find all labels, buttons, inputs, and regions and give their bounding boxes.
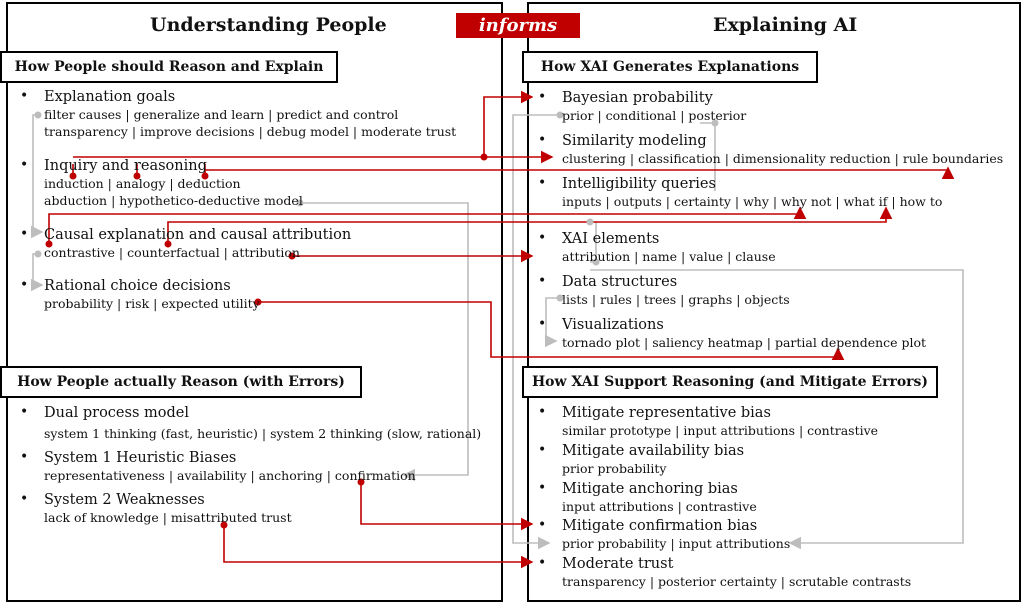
item-heading: Mitigate availability bias bbox=[562, 443, 745, 459]
bullet: • bbox=[538, 480, 547, 496]
bullet: • bbox=[538, 404, 547, 420]
item-sub: input attributions | contrastive bbox=[562, 499, 757, 514]
item-sub: transparency | improve decisions | debug model | moderate trust bbox=[44, 124, 457, 139]
item-heading: System 2 Weaknesses bbox=[44, 492, 205, 508]
bullet: • bbox=[20, 88, 29, 104]
right-panel-title: Explaining AI bbox=[713, 14, 858, 36]
bullet: • bbox=[538, 316, 547, 332]
list-item-mitigate-availability bbox=[562, 442, 744, 477]
bullet: • bbox=[20, 226, 29, 242]
list-item-moderate-trust bbox=[562, 555, 911, 590]
item-sub: induction | analogy | deduction bbox=[44, 176, 241, 191]
left-panel-title: Understanding People bbox=[150, 14, 387, 36]
item-heading: Intelligibility queries bbox=[562, 176, 716, 192]
bullet: • bbox=[20, 404, 29, 420]
item-sub: attribution | name | value | clause bbox=[562, 249, 776, 264]
bullet: • bbox=[538, 273, 547, 289]
item-sub: prior probability | input attributions bbox=[562, 536, 791, 551]
bullet: • bbox=[538, 517, 547, 533]
list-item-xai-elements bbox=[562, 230, 776, 265]
list-item-visualizations bbox=[562, 316, 926, 351]
generation-section-box: How XAI Generates Explanations bbox=[522, 51, 818, 83]
bullet: • bbox=[538, 89, 547, 105]
bullet: • bbox=[538, 230, 547, 246]
item-sub: lack of knowledge | misattributed trust bbox=[44, 510, 292, 525]
item-heading: Visualizations bbox=[562, 317, 664, 333]
item-heading: Causal explanation and causal attribution bbox=[44, 227, 352, 243]
list-item-mitigate-anchoring bbox=[562, 480, 757, 515]
item-heading: Mitigate confirmation bias bbox=[562, 518, 758, 534]
bullet: • bbox=[20, 277, 29, 293]
item-sub: inputs | outputs | certainty | why | why not | what if | how to bbox=[562, 194, 943, 209]
list-item-mitigate-representative bbox=[562, 404, 878, 439]
item-sub: transparency | posterior certainty | scrutable contrasts bbox=[562, 574, 912, 589]
item-heading: Inquiry and reasoning bbox=[44, 158, 207, 174]
item-sub: similar prototype | input attributions | contrastive bbox=[562, 423, 879, 438]
bullet: • bbox=[538, 132, 547, 148]
support-section-box: How XAI Support Reasoning (and Mitigate Errors) bbox=[522, 366, 938, 398]
list-item-system1-biases bbox=[44, 449, 416, 484]
list-item-inquiry-reasoning bbox=[44, 157, 303, 209]
bullet: • bbox=[20, 491, 29, 507]
item-sub: representativeness | availability | anchoring | confirmation bbox=[44, 468, 416, 483]
item-sub: contrastive | counterfactual | attribution bbox=[44, 245, 300, 260]
item-heading: Mitigate anchoring bias bbox=[562, 481, 738, 497]
list-item-rational-choice bbox=[44, 277, 260, 312]
item-sub: filter causes | generalize and learn | predict and control bbox=[44, 107, 399, 122]
bullet: • bbox=[538, 555, 547, 571]
item-heading: Mitigate representative bias bbox=[562, 405, 771, 421]
item-heading: Data structures bbox=[562, 274, 678, 290]
list-item-mitigate-confirmation bbox=[562, 517, 790, 552]
item-heading: System 1 Heuristic Biases bbox=[44, 450, 237, 466]
item-sub: prior probability bbox=[562, 461, 667, 476]
item-sub: probability | risk | expected utility bbox=[44, 296, 260, 311]
list-item-dual-process bbox=[44, 404, 481, 442]
item-sub: prior | conditional | posterior bbox=[562, 108, 747, 123]
item-sub: system 1 thinking (fast, heuristic) | system 2 thinking (slow, rational) bbox=[44, 426, 482, 441]
list-item-bayesian bbox=[562, 89, 746, 124]
item-heading: Similarity modeling bbox=[562, 133, 707, 149]
bullet: • bbox=[538, 175, 547, 191]
list-item-explanation-goals bbox=[44, 88, 456, 140]
errors-section-box: How People actually Reason (with Errors) bbox=[0, 366, 362, 398]
item-heading: Bayesian probability bbox=[562, 90, 713, 106]
item-sub: abduction | hypothetico-deductive model bbox=[44, 193, 303, 208]
informs-label: informs bbox=[456, 13, 580, 38]
item-heading: Dual process model bbox=[44, 405, 189, 421]
item-heading: Explanation goals bbox=[44, 89, 176, 105]
list-item-data-structures bbox=[562, 273, 790, 308]
item-heading: Moderate trust bbox=[562, 556, 674, 572]
bullet: • bbox=[20, 449, 29, 465]
list-item-intelligibility bbox=[562, 175, 942, 210]
item-heading: XAI elements bbox=[562, 231, 660, 247]
bullet: • bbox=[538, 442, 547, 458]
item-sub: lists | rules | trees | graphs | objects bbox=[562, 292, 790, 307]
reason-section-box: How People should Reason and Explain bbox=[0, 51, 338, 83]
item-sub: clustering | classification | dimensionality reduction | rule boundaries bbox=[562, 151, 1004, 166]
item-heading: Rational choice decisions bbox=[44, 278, 231, 294]
item-sub: tornado plot | saliency heatmap | partial dependence plot bbox=[562, 335, 927, 350]
list-item-system2-weaknesses bbox=[44, 491, 292, 526]
bullet: • bbox=[20, 157, 29, 173]
list-item-similarity bbox=[562, 132, 1003, 167]
list-item-causal-explanation bbox=[44, 226, 351, 261]
